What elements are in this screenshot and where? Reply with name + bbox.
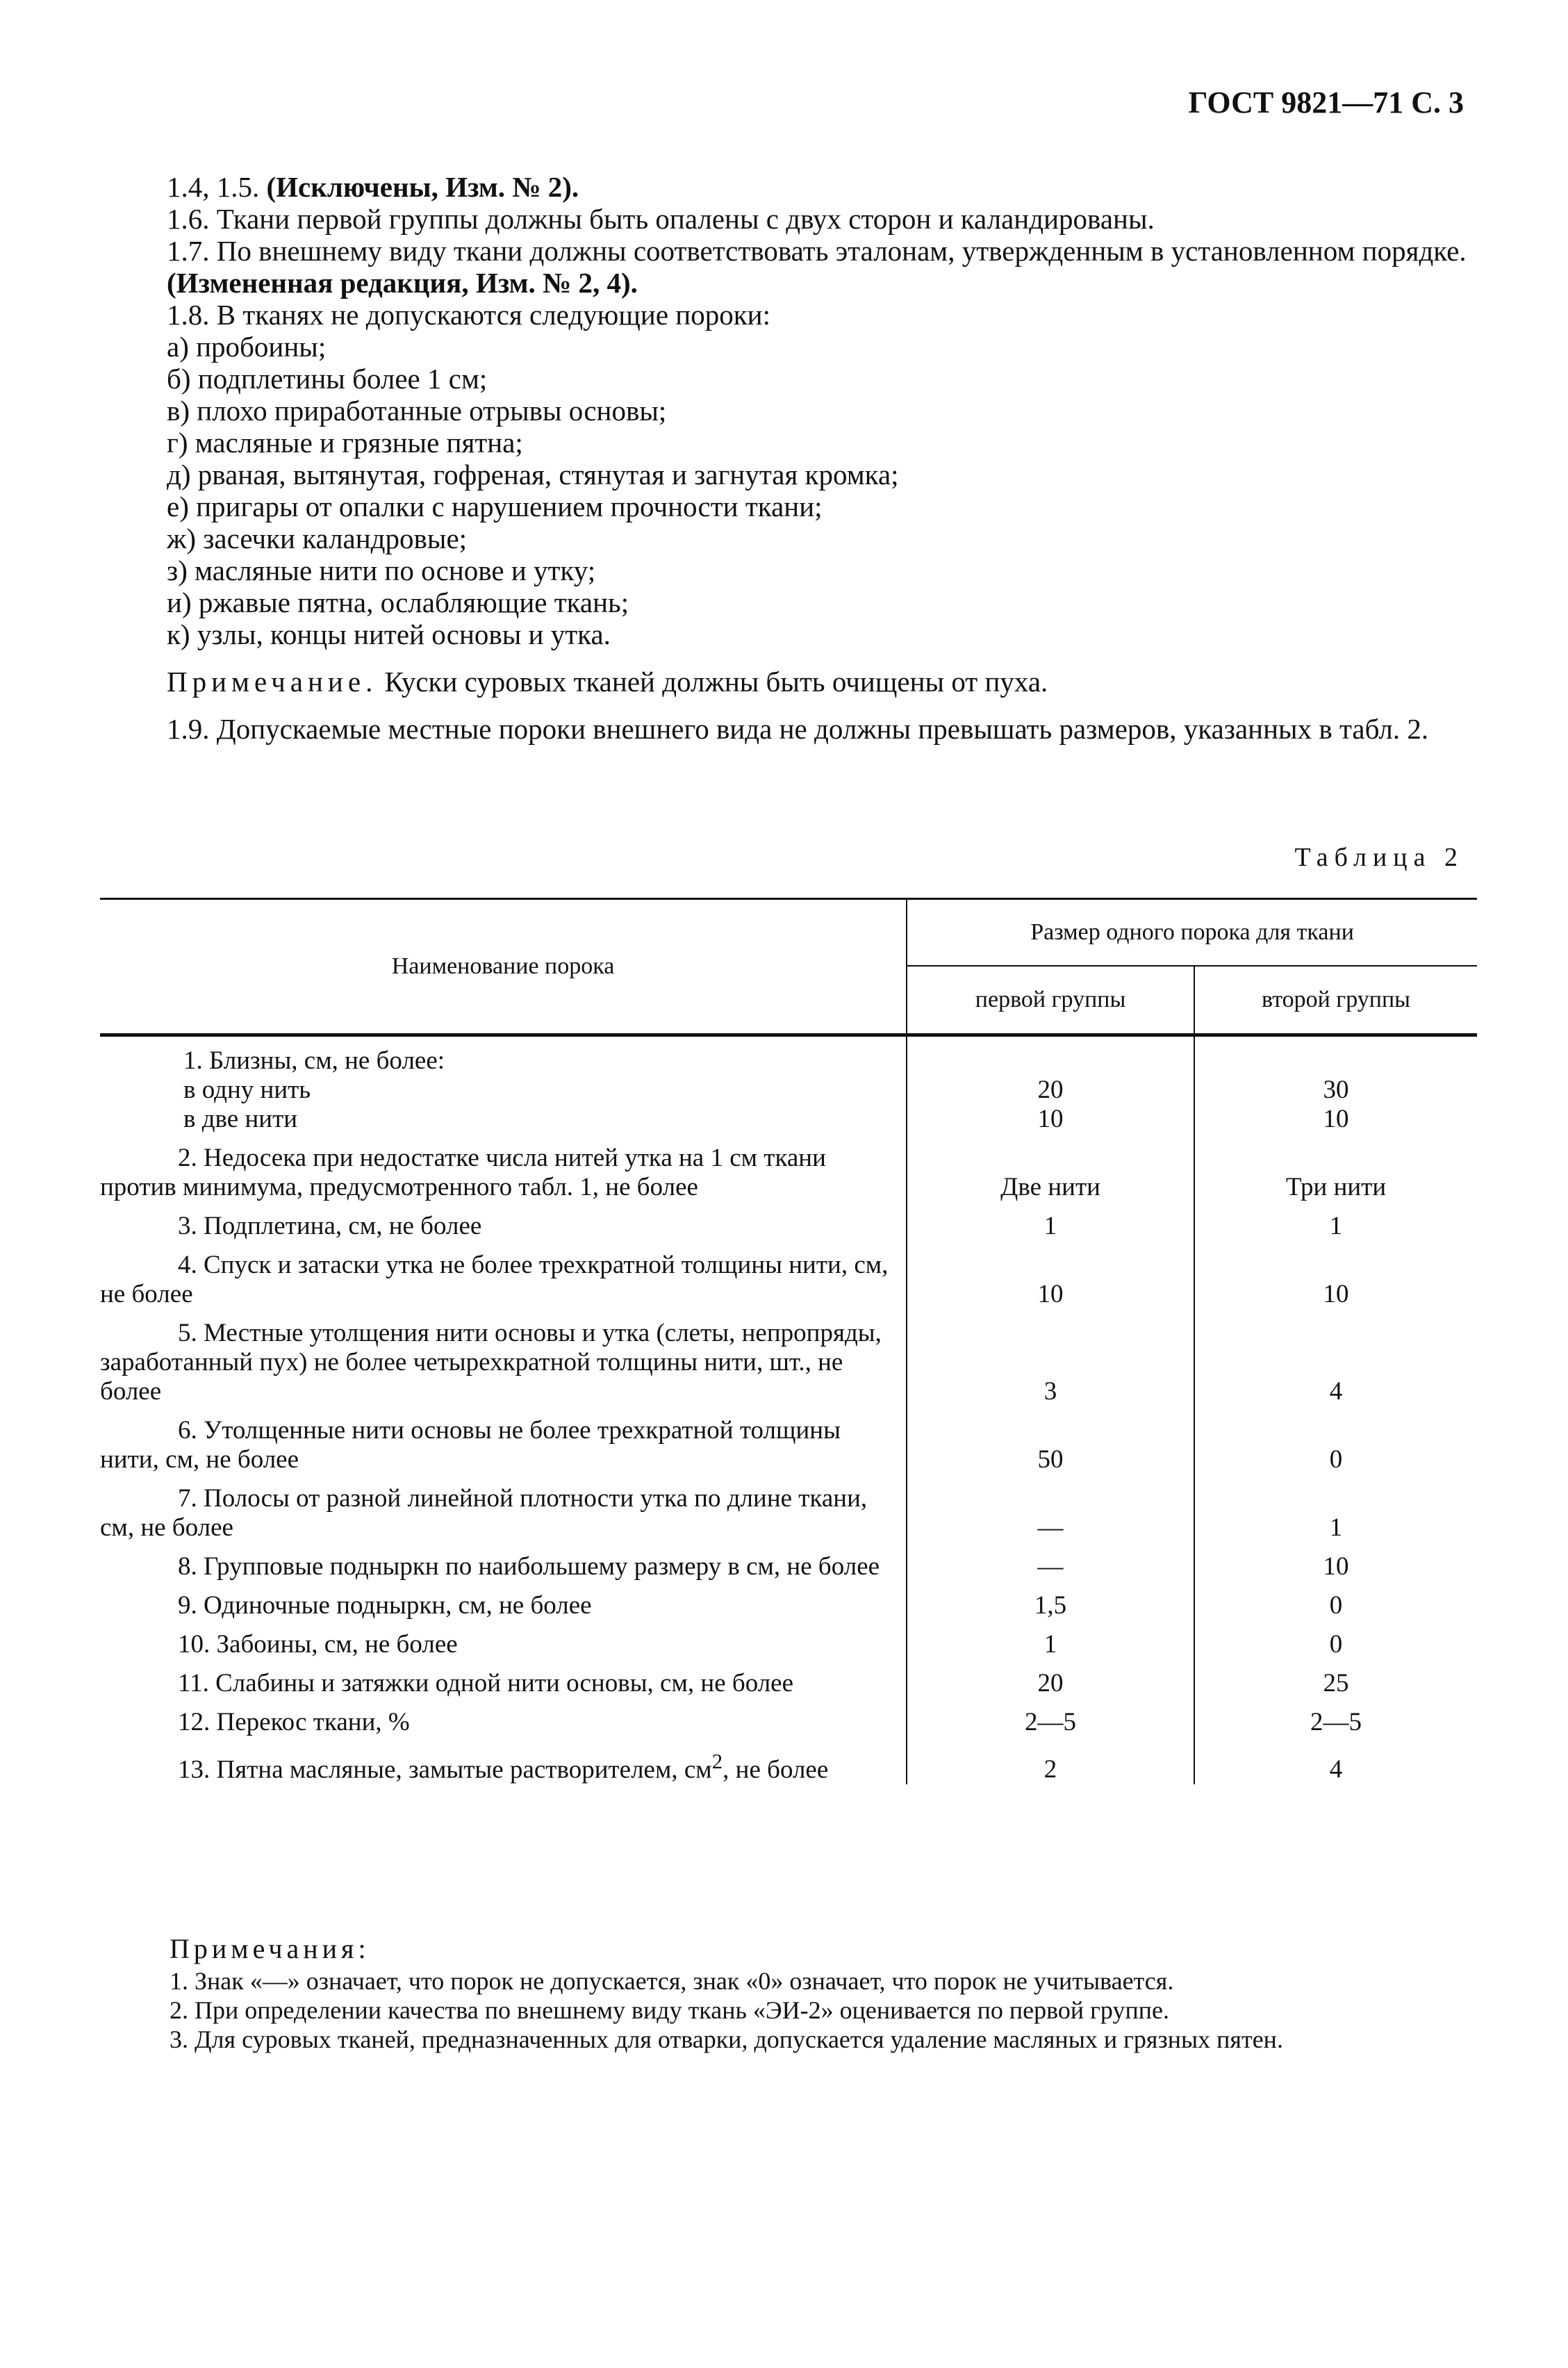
note <box>89 666 1477 698</box>
value-group-1: 20 <box>907 1035 1194 1105</box>
note-item: 3. Для суровых тканей, предназначенных для отварки, допускается удаление масляных и грязных пятен. <box>170 2025 1283 2053</box>
row-name-main: 13. Пятна масляные, замытые растворителем, см <box>178 1755 712 1784</box>
value-group-2: 4 <box>1329 1377 1343 1406</box>
table-row <box>100 1035 1477 1105</box>
value-group-2: 25 <box>1323 1669 1349 1697</box>
value-group-1: Две нити <box>907 1134 1194 1202</box>
para-1-4-bold: (Исключены, Изм. № 2). <box>266 171 579 203</box>
table-row <box>100 1620 1477 1659</box>
para-1-4 <box>89 171 1477 203</box>
para-1-7: 1.7. По внешнему виду ткани должны соответствовать эталонам, утвержденным в установленном порядке. <box>167 235 1467 267</box>
value-group-2: 10 <box>1323 1552 1349 1581</box>
defect-item: в) плохо приработанные отрывы основы; <box>167 395 667 427</box>
row-name: 2. Недосека при недостатке числа нитей утка на 1 см ткани против минимума, предусмотренного табл. 1, не более <box>100 1134 907 1202</box>
row-name: 11. Слабины и затяжки одной нити основы, см, не более <box>100 1659 907 1698</box>
value-group-1: — <box>907 1543 1194 1581</box>
para-1-6: 1.6. Ткани первой группы должны быть опалены с двух сторон и каландированы. <box>167 203 1155 235</box>
value-group-2: 10 <box>1323 1105 1349 1133</box>
table-row <box>100 1202 1477 1241</box>
value-group-2: 1 <box>1329 1212 1343 1240</box>
value-group-1: 10 <box>907 1241 1194 1309</box>
value-group-1: 3 <box>907 1309 1194 1406</box>
value-group-1: — <box>907 1474 1194 1543</box>
defect-item: а) пробоины; <box>167 331 327 363</box>
document-body <box>89 171 1477 745</box>
row-name <box>100 1737 907 1784</box>
value-group-2: Три нити <box>1285 1173 1387 1201</box>
defect-item: е) пригары от опалки с нарушением прочности ткани; <box>167 491 823 523</box>
row-name: 12. Перекос ткани, % <box>100 1698 907 1737</box>
para-1-4-label: 1.4, 1.5. <box>167 171 260 203</box>
table-row <box>100 1543 1477 1581</box>
defect-item: д) рваная, вытянутая, гофреная, стянутая и загнутая кромка; <box>167 459 899 491</box>
row-subname: в одну нить <box>183 1076 311 1104</box>
value-group-1: 2 <box>907 1737 1194 1784</box>
defect-item: и) ржавые пятна, ослабляющие ткань; <box>167 586 629 618</box>
row-name: 9. Одиночные подныркн, см, не более <box>100 1581 907 1620</box>
row-name-tail: , не более <box>723 1755 829 1784</box>
value-group-1: 50 <box>907 1406 1194 1474</box>
value-group-1: 1 <box>907 1620 1194 1659</box>
note-label: Примечание. <box>167 666 378 698</box>
para-1-9: 1.9. Допускаемые местные пороки внешнего вида не должны превышать размеров, указанных в табл. 2. <box>167 713 1429 745</box>
notes-block <box>170 1934 1489 2054</box>
value-group-2: 1 <box>1329 1513 1343 1542</box>
row-name: 6. Утолщенные нити основы не более трехкратной толщины нити, см, не более <box>100 1406 907 1474</box>
header-group-2: второй группы <box>1194 966 1477 1035</box>
row-name: 7. Полосы от разной линейной плотности утка по длине ткани, см, не более <box>100 1474 907 1543</box>
value-group-1: 1,5 <box>907 1581 1194 1620</box>
value-group-2: 4 <box>1329 1755 1343 1784</box>
value-group-2: 2—5 <box>1310 1708 1362 1736</box>
table-row <box>100 1474 1477 1543</box>
defect-item: з) масляные нити по основе и утку; <box>167 554 596 586</box>
para-1-8: 1.8. В тканях не допускаются следующие пороки: <box>167 299 770 331</box>
note-text: Куски суровых тканей должны быть очищены от пуха. <box>384 666 1048 698</box>
table-row <box>100 1659 1477 1698</box>
row-name: 5. Местные утолщения нити основы и утка (слеты, непропряды, заработанный пух) не более четырехкратной толщины нити, шт., не более <box>100 1309 907 1406</box>
header-defect-name: Наименование порока <box>100 899 907 1035</box>
value-group-2: 10 <box>1323 1280 1349 1308</box>
row-name: 1. Близны, см, не более: <box>183 1046 445 1075</box>
defect-item: к) узлы, концы нитей основы и утка. <box>167 618 611 650</box>
value-group-2: 0 <box>1329 1630 1343 1659</box>
defect-item: б) подплетины более 1 см; <box>167 363 488 395</box>
header-group-1: первой группы <box>907 966 1194 1035</box>
row-name: 4. Спуск и затаски утка не более трехкратной толщины нити, см, не более <box>100 1241 907 1309</box>
header-defect-size: Размер одного порока для ткани <box>907 899 1477 967</box>
edit-note: (Измененная редакция, Изм. № 2, 4). <box>167 267 638 299</box>
table-row <box>100 1134 1477 1202</box>
value-group-2: 0 <box>1329 1445 1343 1474</box>
value-group-1: 10 <box>907 1105 1194 1134</box>
table-row <box>100 1581 1477 1620</box>
table-row <box>100 1309 1477 1406</box>
row-name: 10. Забоины, см, не более <box>100 1620 907 1659</box>
row-name: 3. Подплетина, см, не более <box>100 1202 907 1241</box>
defect-item: г) масляные и грязные пятна; <box>167 427 523 459</box>
value-group-1: 20 <box>907 1659 1194 1698</box>
row-subname: в две нити <box>183 1105 298 1133</box>
table-row <box>100 1241 1477 1309</box>
table-row <box>100 1105 1477 1134</box>
note-item: 2. При определении качества по внешнему виду ткань «ЭИ-2» оценивается по первой группе. <box>170 1996 1169 2024</box>
value-group-2: 0 <box>1329 1591 1343 1620</box>
notes-title: Примечания: <box>170 1933 370 1964</box>
value-group-2: 30 <box>1323 1076 1349 1104</box>
defects-table <box>100 898 1477 1784</box>
value-group-1: 2—5 <box>907 1698 1194 1737</box>
page-header: ГОСТ 9821—71 С. 3 <box>1188 85 1464 120</box>
row-name-superscript: 2 <box>711 1750 723 1773</box>
value-group-1: 1 <box>907 1202 1194 1241</box>
table-row <box>100 1406 1477 1474</box>
table-caption: Таблица 2 <box>1294 843 1464 872</box>
row-name: 8. Групповые подныркн по наибольшему размеру в см, не более <box>100 1543 907 1581</box>
defect-item: ж) засечки каландровые; <box>167 523 468 554</box>
table-row <box>100 1737 1477 1784</box>
table-row <box>100 1698 1477 1737</box>
note-item: 1. Знак «—» означает, что порок не допускается, знак «0» означает, что порок не учитывается. <box>170 1967 1174 1995</box>
